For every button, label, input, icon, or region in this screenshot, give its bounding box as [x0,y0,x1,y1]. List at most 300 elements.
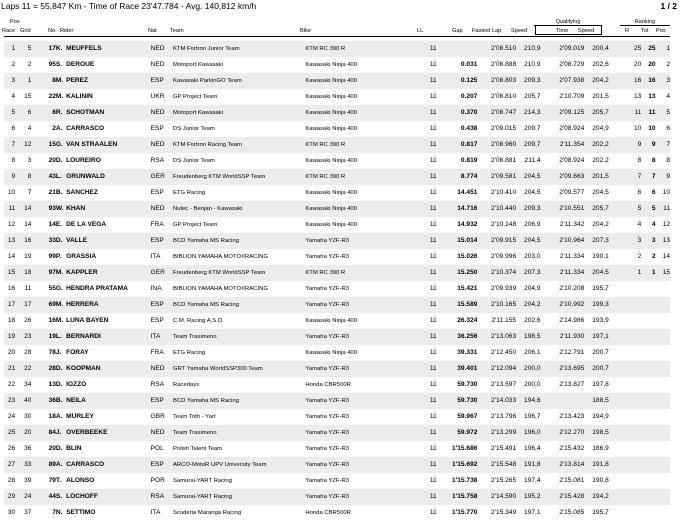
col-rank-tot: Tot [641,28,649,34]
bike-model: Yamaha YZF-R3 [305,254,350,260]
ranking-position [656,425,670,441]
gap-to-leader: 15.026 [457,253,478,260]
ranking-position: 1 [656,41,670,57]
ranking-position [656,505,670,521]
grid-position: 11 [24,285,32,292]
grid-position: 39 [24,477,32,484]
rider-number: 6 [31,105,55,121]
grid-position: 37 [24,509,32,516]
ranking-points [621,489,641,505]
race-position: 3 [4,73,15,89]
rider-nationality: FRA [150,349,164,356]
rider-nationality: NED [151,201,173,217]
rider-nationality: GER [151,169,173,185]
table-row [4,505,670,521]
rider-surname: MURLEY [66,413,94,420]
grid-position: 18 [15,265,31,281]
rider-initial: S. [56,489,66,505]
qualifying-speed: 207,3 [584,233,608,249]
rider-initial: K. [56,41,66,57]
qualifying-time: 2'15.428 [546,489,585,505]
table-row [4,313,670,329]
table-row [4,265,670,281]
rider-initial: M. [55,317,64,324]
spacer [609,41,621,57]
rider-number: 22 [48,93,56,100]
fastest-lap-time: 2'10.148 [491,221,517,228]
ranking-total [641,393,655,409]
rider-nationality: ITA [150,509,161,516]
gap-to-leader: 1'15.758 [437,489,478,505]
rider-initial: D. [55,381,63,388]
gap-to-leader: 15.014 [437,233,478,249]
gap-to-leader: 1'15.738 [452,477,478,484]
fastest-lap-speed: 205,7 [524,93,541,100]
rider-surname: KHAN [66,201,151,217]
rider-initial: L. [56,169,66,185]
rider-number: 19 [31,329,55,345]
team-name: Polish Talent Team [172,446,223,452]
rider-nationality: NED [150,61,165,68]
rider-initial: M. [56,297,66,313]
table-row [4,105,670,121]
qualifying-speed: 201,5 [584,169,608,185]
ranking-total: 9 [641,137,655,153]
team-name: ETG Racing [172,350,206,356]
rider-number: 93 [31,201,55,217]
rider-nationality: UKR [150,93,165,100]
ranking-total [641,345,655,361]
grid-position: 23 [15,329,31,345]
race-position: 10 [7,189,16,196]
laps-completed: 11 [419,489,436,505]
ranking-total: 20 [648,61,656,68]
ranking-total: 5 [641,201,655,217]
qualifying-speed: 200,4 [584,41,608,57]
team-name: DS Junior Team [172,126,215,132]
gap-to-leader: 8.774 [437,169,478,185]
gap-to-leader: 36.256 [437,329,478,345]
team-name: Motoport Kawasaki [172,62,224,68]
rider-surname: PEREZ [66,73,151,89]
rider-surname: KALININ [66,93,93,100]
fastest-lap-speed: 200,0 [516,361,540,377]
rider-initial: P. [55,253,62,260]
rider-nationality: GER [151,265,173,281]
ranking-points [621,361,641,377]
fastest-lap-time: 2'08.747 [477,105,516,121]
race-position: 9 [4,169,15,185]
fastest-lap-speed: 209,7 [524,125,541,132]
rider-nationality: ESP [151,457,173,473]
fastest-lap-speed: 197,4 [524,477,541,484]
grid-position: 22 [15,361,31,377]
race-position: 6 [11,125,16,132]
rider-initial: S. [55,61,63,68]
ranking-points: 5 [621,201,641,217]
col-bike: Bike [300,28,311,34]
grid-position: 33 [15,457,31,473]
bike-model: KTM RC 390 R [305,137,419,153]
fastest-lap-speed: 209,7 [516,137,540,153]
rider-surname: OVERBEEKE [66,425,151,441]
spacer [609,409,621,425]
fastest-lap-time: 2'10.410 [491,189,517,196]
rider-number: 95 [48,61,56,68]
qualifying-group-label: Qualifying [555,19,581,25]
qualifying-speed: 190,1 [592,253,609,260]
grid-position: 15 [24,93,32,100]
rider-number: 17 [31,41,55,57]
bike-model: Yamaha YZF-R3 [305,446,350,452]
header-divider [4,36,670,37]
table-row [4,185,670,201]
ranking-position [656,345,670,361]
rider-nationality: NED [151,425,173,441]
grid-position: 17 [15,297,31,313]
ranking-position: 14 [662,253,670,260]
rider-initial: B. [56,393,66,409]
race-position: 25 [4,425,15,441]
rider-surname: LOUREIRO [66,157,101,164]
rider-number: 16 [48,317,56,324]
col-laps: LL [417,28,424,34]
race-position: 24 [7,413,16,420]
fastest-lap-speed: 210,9 [524,61,541,68]
rider-initial: E. [55,221,63,228]
fastest-lap-speed: 206,9 [524,221,541,228]
team-name: Team Trasimeno [173,425,305,441]
rider-nationality: NED [151,137,173,153]
ranking-total [641,281,655,297]
grid-position: 2 [27,61,32,68]
spacer [609,185,621,201]
bike-model: Yamaha YZF-R3 [305,478,350,484]
gap-to-leader: 39.331 [457,349,478,356]
col-fastest-lap: Fastest Lap [472,28,502,34]
laps-completed: 11 [419,137,436,153]
fastest-lap-speed: 211,4 [524,157,541,164]
qualifying-speed: 205,7 [584,105,608,121]
grid-position: 36 [24,445,32,452]
fastest-lap-speed: 197,1 [524,509,541,516]
rider-surname: GRASSIA [66,253,97,260]
spacer [609,393,621,409]
race-position: 4 [11,93,16,100]
ranking-position [656,377,670,393]
rider-nationality: NED [151,41,173,57]
rider-number: 99 [48,253,56,260]
fastest-lap-time: 2'13.063 [477,329,516,345]
ranking-points: 8 [637,157,642,164]
fastest-lap-speed: 195,2 [516,489,540,505]
fastest-lap-speed: 214,3 [516,105,540,121]
qualifying-time: 2'11.334 [546,265,585,281]
rider-surname: LUNA BAYEN [66,317,109,324]
rider-nationality: ESP [151,297,173,313]
team-name: ETG Racing [172,190,206,196]
rider-initial: D. [56,361,66,377]
ranking-points [621,393,641,409]
ranking-points: 25 [621,41,641,57]
gap-to-leader: 0.438 [460,125,478,132]
gap-to-leader: 1'15.770 [452,509,478,516]
ranking-points [621,457,641,473]
bike-model: Yamaha YZF-R3 [305,414,350,420]
table-row [4,377,670,393]
fastest-lap-speed: 204,5 [516,169,540,185]
laps-completed: 11 [419,361,436,377]
qualifying-time: 2'10.551 [546,201,585,217]
qualifying-speed: 204,5 [592,189,609,196]
qualifying-time: 2'08.924 [559,125,585,132]
spacer [609,137,621,153]
col-speed: Speed [511,28,528,34]
rider-nationality: ESP [150,189,164,196]
laps-completed: 11 [429,125,437,132]
rider-initial: T. [55,477,62,484]
rider-nationality: NED [151,105,173,121]
bike-model: Kawasaki Ninja 400 [305,222,358,228]
laps-completed: 11 [429,381,437,388]
ranking-points [621,425,641,441]
grid-position: 6 [15,105,31,121]
qualifying-time: 2'11.334 [559,253,585,260]
rider-initial: M. [56,265,66,281]
bike-model: KTM RC 390 R [305,41,419,57]
ranking-points: 20 [633,61,642,68]
col-gap: Gap [452,28,463,34]
ranking-points: 9 [621,137,641,153]
fastest-lap-speed: 209,3 [516,201,540,217]
team-name: C.M. Racing A.S.D. [172,318,224,324]
spacer [609,105,621,121]
fastest-lap-speed: 204,9 [524,285,541,292]
rider-number: 33 [31,233,55,249]
rider-surname: HENDRA PRATAMA [66,285,128,292]
ranking-total [641,425,655,441]
team-name: BCD Yamaha MS Racing [173,297,305,313]
ranking-total: 7 [641,169,655,185]
bike-model: KTM RC 390 R [305,265,419,281]
race-position: 27 [4,457,15,473]
rider-nationality: ESP [150,125,164,132]
gap-to-leader: 15.421 [457,285,478,292]
team-name: Freudenberg KTM WorldSSP Team [173,265,305,281]
rider-number: 43 [31,169,55,185]
spacer [609,201,621,217]
rider-initial: R. [56,105,66,121]
table-row [4,89,670,105]
page-indicator: 1 / 2 [660,1,677,11]
rider-number: 89 [31,457,55,473]
gap-to-leader [437,41,478,57]
grid-position: 16 [15,233,31,249]
ranking-total [641,329,655,345]
ranking-position [656,313,670,329]
spacer [609,89,621,105]
team-name: Racedays [172,382,200,388]
qualifying-speed: 204,5 [584,265,608,281]
race-position: 21 [4,361,15,377]
ranking-points: 13 [633,93,642,100]
fastest-lap-time: 2'14.033 [477,393,516,409]
table-row [4,409,670,425]
rider-initial: B. [55,189,63,196]
table-row [4,121,670,137]
col-grid: Grid [20,28,31,34]
gap-to-leader: 26.324 [457,317,478,324]
gap-to-leader: 1'15.692 [437,457,478,473]
grid-position: 34 [24,381,32,388]
spacer [609,153,621,169]
rider-number: 69 [31,297,55,313]
race-position: 7 [4,137,15,153]
fastest-lap-speed: 204,5 [524,189,541,196]
rider-nationality: NED [151,361,173,377]
laps-completed: 11 [429,509,437,516]
team-name: Nutec - Benjan - Kawasaki [173,201,305,217]
rider-nationality: INA [150,285,162,292]
rider-surname: CARRASCO [66,457,151,473]
laps-completed: 11 [429,445,437,452]
gap-to-leader: 59.730 [457,381,478,388]
fastest-lap-speed: 207,3 [516,265,540,281]
ranking-position: 15 [656,265,670,281]
ranking-total: 8 [651,157,656,164]
col-q-time: Time [556,28,569,34]
ranking-total [641,505,655,521]
rider-number: 55 [48,285,56,292]
qualifying-speed: 188,5 [584,393,608,409]
team-name: Samurai-YART Racing [172,478,232,484]
team-name: ARCO-MotoR UPV University Team [173,457,305,473]
spacer [609,233,621,249]
table-row [4,169,670,185]
bike-model: Yamaha YZF-R3 [305,361,419,377]
rider-nationality: RSA [150,157,165,164]
race-position: 13 [4,233,15,249]
ranking-total [641,473,655,489]
table-row [4,137,670,153]
team-name: Samurai-YART Racing [173,489,305,505]
gap-to-leader: 14.716 [437,201,478,217]
ranking-total: 16 [641,73,655,89]
grid-position: 20 [15,425,31,441]
table-row [4,361,670,377]
fastest-lap-time: 2'15.265 [491,477,517,484]
spacer [609,345,621,361]
fastest-lap-time: 2'13.597 [491,381,517,388]
rider-initial: G. [55,285,63,292]
ranking-points [621,441,641,457]
qualifying-speed: 191,8 [584,457,608,473]
rider-surname: GRUNWALD [66,169,151,185]
fastest-lap-time: 2'15.349 [491,509,517,516]
laps-completed: 11 [429,93,437,100]
qualifying-speed: 202,2 [584,137,608,153]
laps-completed: 11 [429,349,437,356]
ranking-total: 6 [651,189,656,196]
team-name: Kawasaki ParkinGO Team [173,73,305,89]
team-name: Freudenberg KTM WorldSSP Team [173,169,305,185]
bike-model: Kawasaki Ninja 400 [305,62,358,68]
rider-initial: M. [56,73,66,89]
spacer [609,313,621,329]
col-rank-r: R [625,28,630,34]
gap-to-leader: 14.932 [457,221,478,228]
bike-model: Kawasaki Ninja 400 [305,158,358,164]
qualifying-speed: 190,8 [592,477,609,484]
bike-model: Kawasaki Ninja 400 [305,73,419,89]
race-position: 5 [4,105,15,121]
qualifying-speed: 195,7 [592,285,609,292]
spacer [609,169,621,185]
rider-initial: J. [55,349,62,356]
laps-completed: 11 [429,317,437,324]
grid-position: 14 [24,221,32,228]
spacer [609,441,621,457]
ranking-position [656,329,670,345]
ranking-position: 8 [666,157,670,164]
bike-model: Kawasaki Ninja 400 [305,190,358,196]
race-position: 2 [11,61,16,68]
table-row [4,73,670,89]
table-row [4,57,670,73]
qualifying-speed: 199,3 [584,297,608,313]
col-rank-pos: Pos [656,28,666,34]
qualifying-time [546,393,585,409]
ranking-position [656,457,670,473]
fastest-lap-time: 2'09.015 [491,125,517,132]
ranking-total: 25 [641,41,655,57]
fastest-lap-time: 2'15.548 [477,457,516,473]
rider-surname: ALONSO [66,477,95,484]
bike-model: Kawasaki Ninja 400 [305,94,358,100]
fastest-lap-time: 2'09.939 [491,285,517,292]
ranking-position [656,297,670,313]
ranking-position: 9 [656,169,670,185]
qualifying-time: 2'14.986 [559,317,585,324]
fastest-lap-speed: 204,2 [516,297,540,313]
qualifying-time: 2'15.085 [559,509,585,516]
race-position: 11 [4,201,15,217]
grid-position: 1 [15,73,31,89]
fastest-lap-speed: 200,0 [524,381,541,388]
gap-to-leader: 39.401 [437,361,478,377]
rider-number: 78 [48,349,56,356]
table-row [4,393,670,409]
ranking-position: 2 [666,61,670,68]
rider-number: 2 [52,125,56,132]
col-race: Race [2,28,16,34]
qualifying-speed: 200,7 [584,361,608,377]
ranking-points: 3 [621,233,641,249]
ranking-points [621,345,641,361]
qualifying-speed: 204,2 [584,73,608,89]
ranking-points [621,473,641,489]
race-position: 14 [7,253,16,260]
spacer [609,281,621,297]
race-position: 28 [7,477,16,484]
rider-surname: KOOPMAN [66,361,151,377]
ranking-position: 12 [662,221,670,228]
rider-initial: J. [56,425,66,441]
col-nat: Nat [148,28,157,34]
rider-number: 13 [48,381,56,388]
grid-position: 3 [27,157,32,164]
bike-model: Kawasaki Ninja 400 [305,105,419,121]
